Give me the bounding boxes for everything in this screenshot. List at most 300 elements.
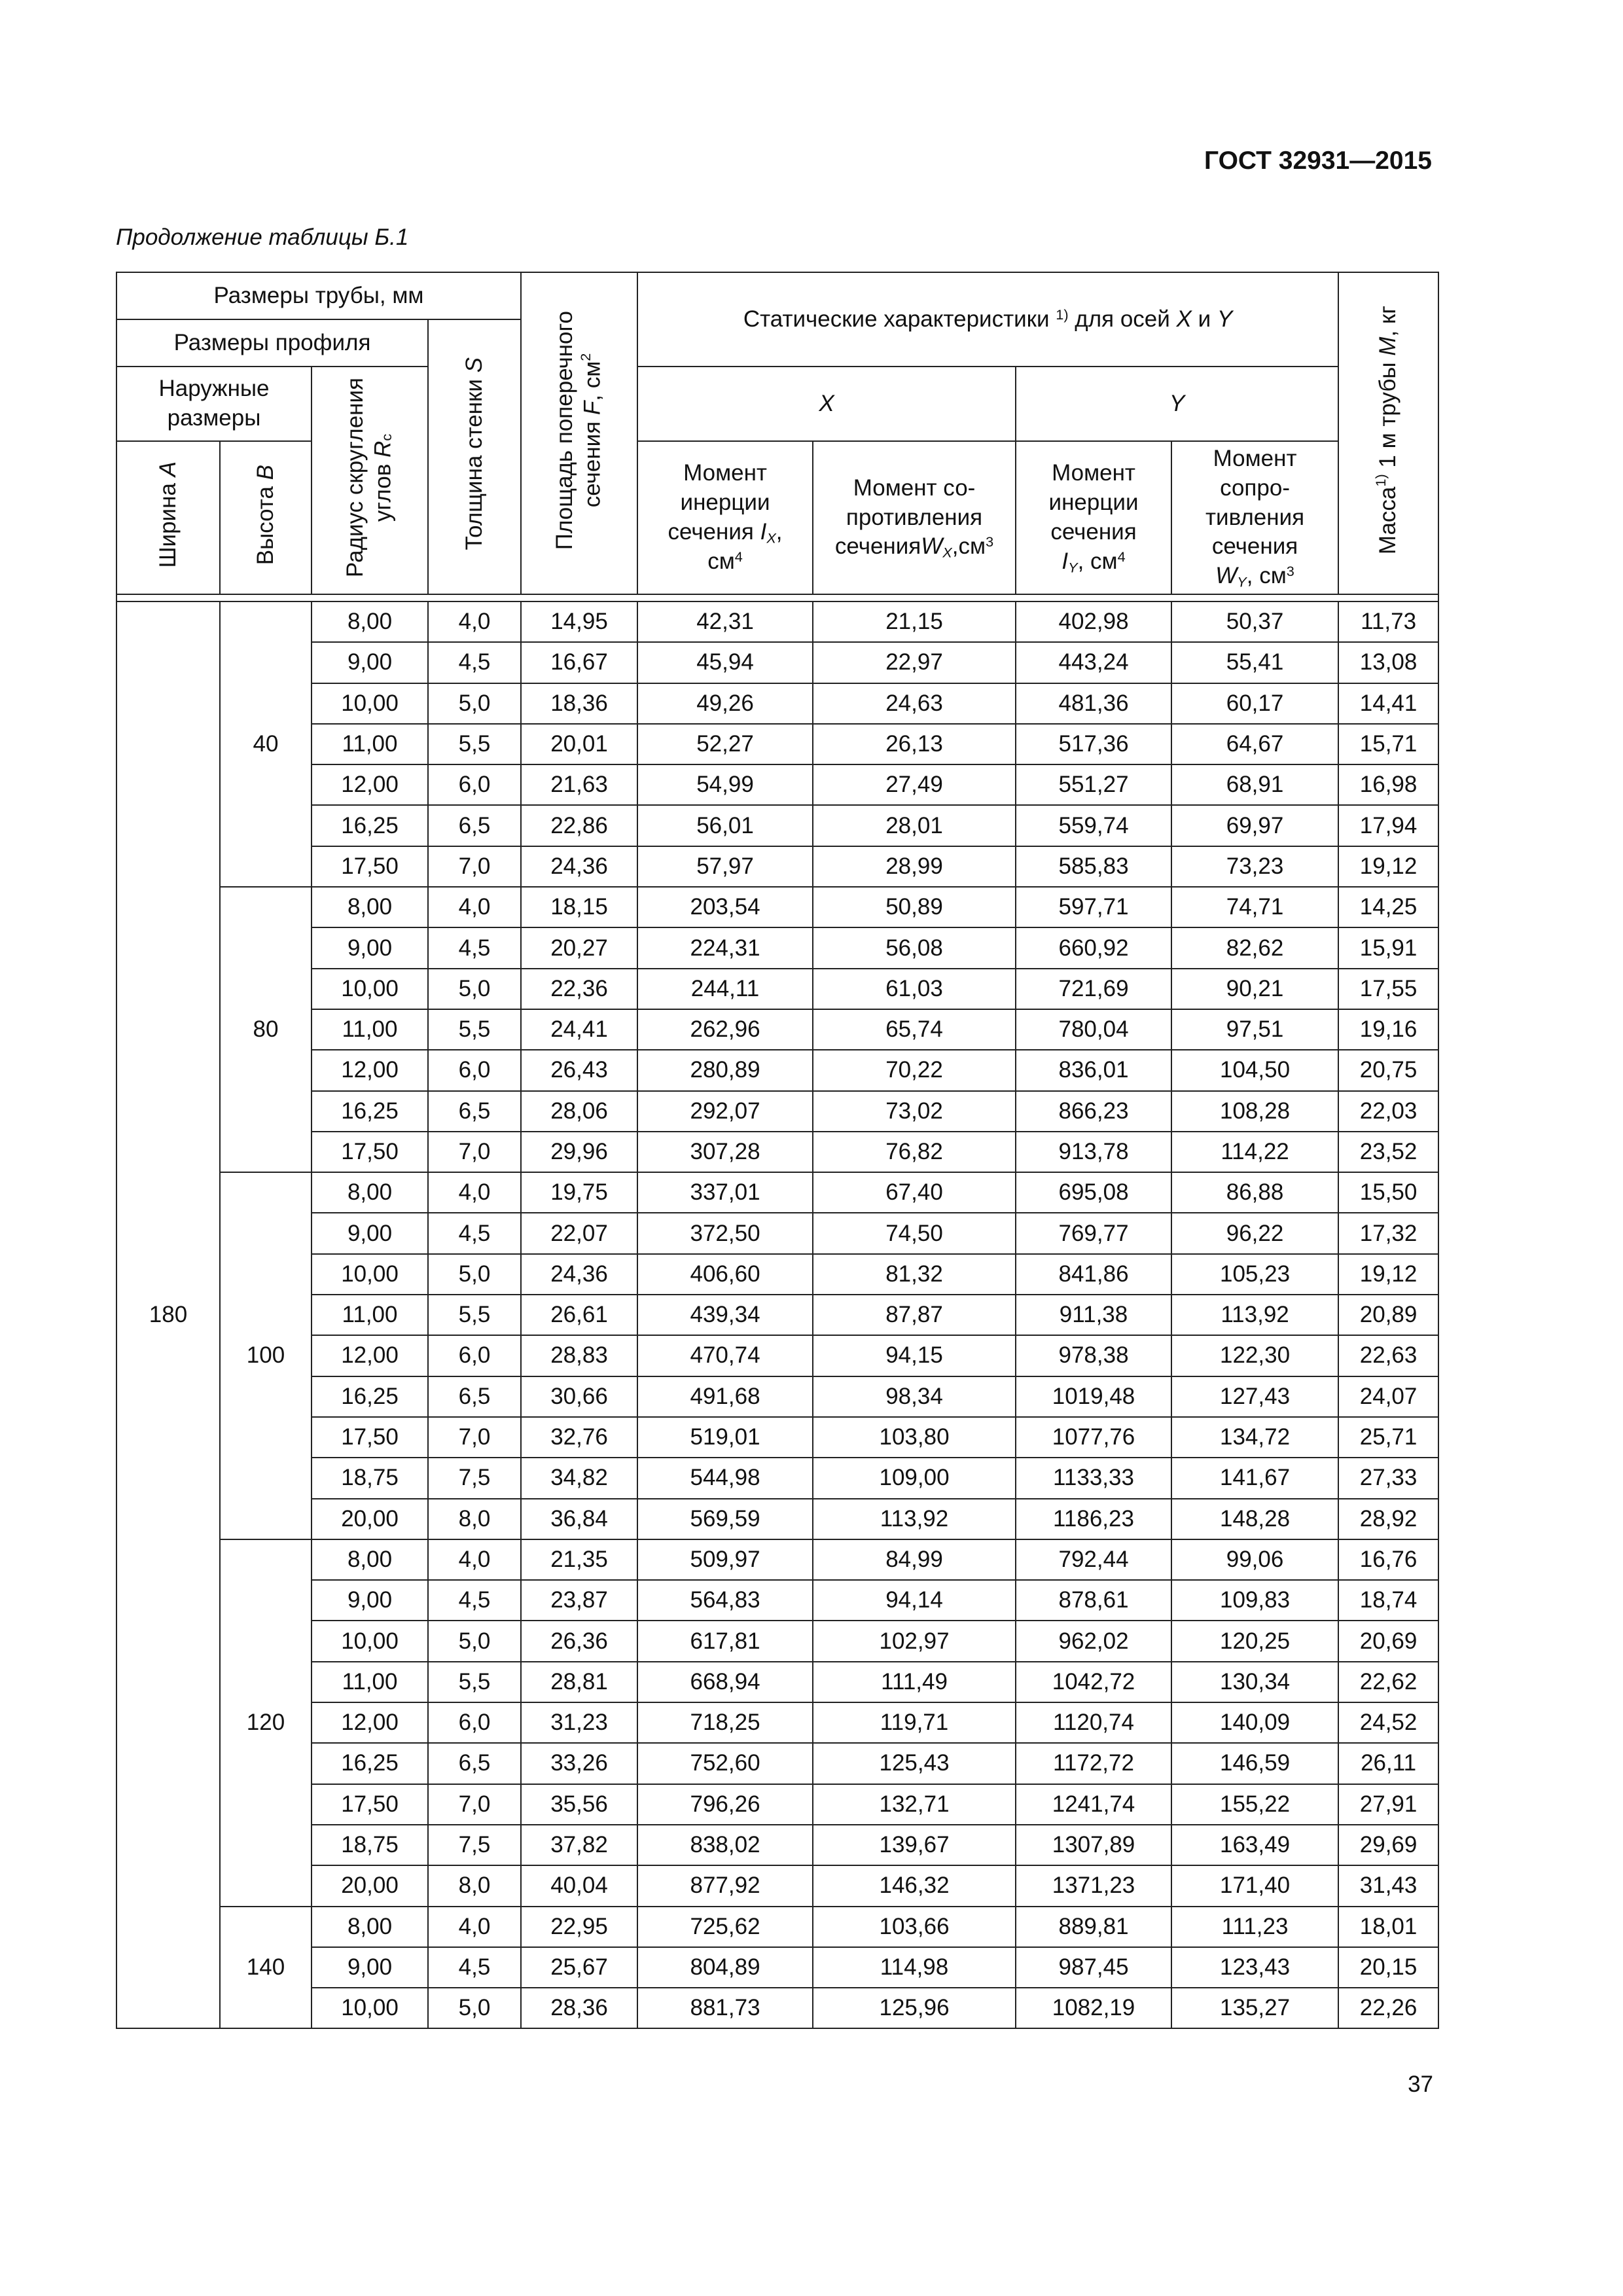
table-cell: 14,41: [1338, 683, 1438, 724]
table-cell: 8,00: [312, 601, 428, 642]
table-cell: 140,09: [1171, 1702, 1338, 1743]
header-axis-y: Y: [1016, 367, 1338, 441]
table-row: [116, 1947, 1438, 1988]
table-cell: 16,67: [521, 642, 637, 683]
table-cell: 544,98: [637, 1458, 813, 1498]
table-cell: 12,00: [312, 764, 428, 805]
table-row: [116, 1091, 1438, 1132]
table-cell: 9,00: [312, 927, 428, 968]
table-cell: 7,0: [428, 1417, 521, 1458]
table-cell: 4,5: [428, 1213, 521, 1253]
table-cell: 780,04: [1016, 1009, 1171, 1050]
table-cell: 113,92: [1171, 1295, 1338, 1335]
table-cell: 17,50: [312, 846, 428, 887]
header-separator: [116, 594, 1438, 601]
table-cell: 203,54: [637, 887, 813, 927]
table-cell: 86,88: [1171, 1172, 1338, 1213]
table-cell: 668,94: [637, 1662, 813, 1702]
table-cell: 73,02: [813, 1091, 1016, 1132]
table-cell: 141,67: [1171, 1458, 1338, 1498]
table-row: [116, 683, 1438, 724]
specification-table: [116, 272, 1439, 2029]
table-cell: 103,80: [813, 1417, 1016, 1458]
table-cell: 4,0: [428, 887, 521, 927]
table-cell: 5,5: [428, 1295, 521, 1335]
height-cell: 80: [220, 887, 312, 1172]
table-cell: 5,0: [428, 1988, 521, 2028]
table-cell: 406,60: [637, 1254, 813, 1295]
table-cell: 7,5: [428, 1825, 521, 1865]
table-cell: 519,01: [637, 1417, 813, 1458]
table-cell: 171,40: [1171, 1865, 1338, 1906]
table-cell: 17,50: [312, 1132, 428, 1172]
table-cell: 24,36: [521, 1254, 637, 1295]
table-cell: 125,96: [813, 1988, 1016, 2028]
table-cell: 70,22: [813, 1050, 1016, 1090]
table-cell: 23,87: [521, 1580, 637, 1621]
table-row: [116, 1132, 1438, 1172]
table-cell: 26,61: [521, 1295, 637, 1335]
table-cell: 7,0: [428, 1132, 521, 1172]
table-cell: 17,94: [1338, 805, 1438, 846]
table-row: [116, 969, 1438, 1009]
table-cell: 68,91: [1171, 764, 1338, 805]
table-cell: 28,99: [813, 846, 1016, 887]
table-cell: 104,50: [1171, 1050, 1338, 1090]
table-row: [116, 1050, 1438, 1090]
table-cell: 15,91: [1338, 927, 1438, 968]
table-cell: 19,16: [1338, 1009, 1438, 1050]
table-cell: 5,0: [428, 683, 521, 724]
table-cell: 22,97: [813, 642, 1016, 683]
table-cell: 11,00: [312, 1009, 428, 1050]
table-header: [116, 272, 1438, 601]
table-cell: 54,99: [637, 764, 813, 805]
table-cell: 718,25: [637, 1702, 813, 1743]
table-cell: 5,0: [428, 969, 521, 1009]
table-cell: 18,74: [1338, 1580, 1438, 1621]
table-cell: 49,26: [637, 683, 813, 724]
table-cell: 102,97: [813, 1621, 1016, 1661]
table-cell: 16,25: [312, 1743, 428, 1784]
table-cell: 881,73: [637, 1988, 813, 2028]
table-cell: 17,32: [1338, 1213, 1438, 1253]
table-cell: 8,0: [428, 1865, 521, 1906]
table-cell: 224,31: [637, 927, 813, 968]
table-cell: 10,00: [312, 1254, 428, 1295]
table-cell: 33,26: [521, 1743, 637, 1784]
table-cell: 564,83: [637, 1580, 813, 1621]
table-cell: 94,15: [813, 1335, 1016, 1376]
table-cell: 280,89: [637, 1050, 813, 1090]
table-cell: 8,0: [428, 1499, 521, 1539]
table-cell: 721,69: [1016, 969, 1171, 1009]
table-cell: 120,25: [1171, 1621, 1338, 1661]
table-cell: 1120,74: [1016, 1702, 1171, 1743]
table-cell: 585,83: [1016, 846, 1171, 887]
table-cell: 16,25: [312, 1376, 428, 1417]
table-row: [116, 1335, 1438, 1376]
table-cell: 9,00: [312, 642, 428, 683]
table-cell: 22,86: [521, 805, 637, 846]
table-cell: 307,28: [637, 1132, 813, 1172]
table-cell: 65,74: [813, 1009, 1016, 1050]
table-cell: 12,00: [312, 1335, 428, 1376]
table-cell: 337,01: [637, 1172, 813, 1213]
table-cell: 76,82: [813, 1132, 1016, 1172]
table-cell: 617,81: [637, 1621, 813, 1661]
table-cell: 29,69: [1338, 1825, 1438, 1865]
table-cell: 372,50: [637, 1213, 813, 1253]
table-cell: 491,68: [637, 1376, 813, 1417]
table-cell: 878,61: [1016, 1580, 1171, 1621]
table-row: [116, 1825, 1438, 1865]
table-cell: 14,25: [1338, 887, 1438, 927]
table-cell: 9,00: [312, 1213, 428, 1253]
table-cell: 443,24: [1016, 642, 1171, 683]
table-cell: 987,45: [1016, 1947, 1171, 1988]
header-axis-x: X: [637, 367, 1016, 441]
table-cell: 26,11: [1338, 1743, 1438, 1784]
table-cell: 20,00: [312, 1499, 428, 1539]
table-cell: 123,43: [1171, 1947, 1338, 1988]
table-row: [116, 1621, 1438, 1661]
table-cell: 695,08: [1016, 1172, 1171, 1213]
table-row: [116, 1458, 1438, 1498]
table-cell: 7,0: [428, 1784, 521, 1825]
table-cell: 21,35: [521, 1539, 637, 1580]
table-cell: 26,43: [521, 1050, 637, 1090]
table-cell: 20,00: [312, 1865, 428, 1906]
table-cell: 36,84: [521, 1499, 637, 1539]
table-cell: 61,03: [813, 969, 1016, 1009]
table-cell: 244,11: [637, 969, 813, 1009]
table-cell: 725,62: [637, 1907, 813, 1947]
table-row: [116, 601, 1438, 642]
table-cell: 97,51: [1171, 1009, 1338, 1050]
table-cell: 22,63: [1338, 1335, 1438, 1376]
table-row: [116, 805, 1438, 846]
table-row: [116, 1499, 1438, 1539]
table-cell: 8,00: [312, 1907, 428, 1947]
table-cell: 94,14: [813, 1580, 1016, 1621]
table-cell: 12,00: [312, 1702, 428, 1743]
table-cell: 10,00: [312, 683, 428, 724]
table-cell: 32,76: [521, 1417, 637, 1458]
table-cell: 660,92: [1016, 927, 1171, 968]
table-cell: 752,60: [637, 1743, 813, 1784]
table-cell: 57,97: [637, 846, 813, 887]
table-cell: 6,5: [428, 1376, 521, 1417]
table-row: [116, 846, 1438, 887]
table-cell: 146,32: [813, 1865, 1016, 1906]
header-ix: Момент инерции сечения $I_X$, $см^4$: [637, 441, 813, 594]
table-cell: 146,59: [1171, 1743, 1338, 1784]
table-cell: 6,5: [428, 805, 521, 846]
table-cell: 4,5: [428, 642, 521, 683]
table-cell: 9,00: [312, 1580, 428, 1621]
table-cell: 22,26: [1338, 1988, 1438, 2028]
header-iy: Момент инерции сечения $I_Y$, $см^4$: [1016, 441, 1171, 594]
table-cell: 163,49: [1171, 1825, 1338, 1865]
table-cell: 11,73: [1338, 601, 1438, 642]
table-cell: 559,74: [1016, 805, 1171, 846]
table-row: [116, 1743, 1438, 1784]
table-cell: 28,06: [521, 1091, 637, 1132]
table-cell: 25,71: [1338, 1417, 1438, 1458]
page-number: 37: [1408, 2072, 1433, 2097]
table-cell: 27,91: [1338, 1784, 1438, 1825]
table-cell: 4,5: [428, 1947, 521, 1988]
table-cell: 28,83: [521, 1335, 637, 1376]
table-cell: 111,23: [1171, 1907, 1338, 1947]
table-cell: 292,07: [637, 1091, 813, 1132]
table-cell: 17,50: [312, 1784, 428, 1825]
table-cell: 20,01: [521, 724, 637, 764]
table-cell: 18,36: [521, 683, 637, 724]
table-row: [116, 1784, 1438, 1825]
table-cell: 16,25: [312, 1091, 428, 1132]
table-cell: 7,0: [428, 846, 521, 887]
table-cell: 50,37: [1171, 601, 1338, 642]
table-cell: 113,92: [813, 1499, 1016, 1539]
table-cell: 8,00: [312, 1172, 428, 1213]
table-cell: 73,23: [1171, 846, 1338, 887]
table-cell: 20,69: [1338, 1621, 1438, 1661]
height-cell: 120: [220, 1539, 312, 1907]
table-cell: 10,00: [312, 1621, 428, 1661]
table-cell: 13,08: [1338, 642, 1438, 683]
table-row: [116, 1172, 1438, 1213]
table-cell: 5,0: [428, 1621, 521, 1661]
table-cell: 34,82: [521, 1458, 637, 1498]
table-cell: 838,02: [637, 1825, 813, 1865]
table-cell: 1186,23: [1016, 1499, 1171, 1539]
table-cell: 5,5: [428, 1662, 521, 1702]
table-cell: 4,0: [428, 1172, 521, 1213]
header-wx: Момент со- противления $сеченияW_X,см^3$: [813, 441, 1016, 594]
table-cell: 122,30: [1171, 1335, 1338, 1376]
table-cell: 22,95: [521, 1907, 637, 1947]
table-cell: 108,28: [1171, 1091, 1338, 1132]
table-cell: 20,27: [521, 927, 637, 968]
table-cell: 911,38: [1016, 1295, 1171, 1335]
table-cell: 7,5: [428, 1458, 521, 1498]
header-width-a: Ширина A: [116, 441, 220, 594]
table-cell: 11,00: [312, 1295, 428, 1335]
table-cell: 4,0: [428, 1907, 521, 1947]
table-cell: 866,23: [1016, 1091, 1171, 1132]
table-cell: 56,01: [637, 805, 813, 846]
table-cell: 56,08: [813, 927, 1016, 968]
header-profile-sizes: Размеры профиля: [116, 319, 428, 367]
table-cell: 4,0: [428, 1539, 521, 1580]
table-cell: 90,21: [1171, 969, 1338, 1009]
table-row: [116, 927, 1438, 968]
table-cell: 16,98: [1338, 764, 1438, 805]
table-row: [116, 724, 1438, 764]
table-cell: 4,5: [428, 1580, 521, 1621]
table-cell: 11,00: [312, 724, 428, 764]
table-cell: 24,41: [521, 1009, 637, 1050]
table-body: [116, 601, 1438, 2028]
table-cell: 15,71: [1338, 724, 1438, 764]
table-cell: 1133,33: [1016, 1458, 1171, 1498]
table-cell: 470,74: [637, 1335, 813, 1376]
table-cell: 109,00: [813, 1458, 1016, 1498]
header-area: Площадь поперечного сечения F, $см^2$: [521, 272, 637, 594]
table-cell: 52,27: [637, 724, 813, 764]
table-cell: 103,66: [813, 1907, 1016, 1947]
table-cell: 50,89: [813, 887, 1016, 927]
table-cell: 45,94: [637, 642, 813, 683]
table-cell: 139,67: [813, 1825, 1016, 1865]
table-cell: 1241,74: [1016, 1784, 1171, 1825]
table-cell: 134,72: [1171, 1417, 1338, 1458]
table-cell: 40,04: [521, 1865, 637, 1906]
table-cell: 6,5: [428, 1091, 521, 1132]
table-cell: 18,75: [312, 1825, 428, 1865]
table-cell: 96,22: [1171, 1213, 1338, 1253]
table-cell: 35,56: [521, 1784, 637, 1825]
table-cell: 1042,72: [1016, 1662, 1171, 1702]
table-row: [116, 1539, 1438, 1580]
table-cell: 105,23: [1171, 1254, 1338, 1295]
table-cell: 792,44: [1016, 1539, 1171, 1580]
table-cell: 597,71: [1016, 887, 1171, 927]
table-cell: 24,07: [1338, 1376, 1438, 1417]
table-row: [116, 887, 1438, 927]
table-cell: 28,01: [813, 805, 1016, 846]
table-cell: 262,96: [637, 1009, 813, 1050]
table-cell: 74,71: [1171, 887, 1338, 927]
table-cell: 22,03: [1338, 1091, 1438, 1132]
table-cell: 4,0: [428, 601, 521, 642]
table-row: [116, 1254, 1438, 1295]
table-cell: 29,96: [521, 1132, 637, 1172]
table-cell: 439,34: [637, 1295, 813, 1335]
table-cell: 551,27: [1016, 764, 1171, 805]
table-cell: 796,26: [637, 1784, 813, 1825]
table-row: [116, 1702, 1438, 1743]
header-static: Статические характеристики $^{1)}$ для осей X и Y: [637, 272, 1338, 367]
table-cell: 84,99: [813, 1539, 1016, 1580]
table-cell: 11,00: [312, 1662, 428, 1702]
header-outer-sizes: Наружные размеры: [116, 367, 312, 441]
table-cell: 155,22: [1171, 1784, 1338, 1825]
table-cell: 10,00: [312, 969, 428, 1009]
table-cell: 24,63: [813, 683, 1016, 724]
table-cell: 125,43: [813, 1743, 1016, 1784]
table-cell: 5,0: [428, 1254, 521, 1295]
table-cell: 37,82: [521, 1825, 637, 1865]
table-cell: 28,81: [521, 1662, 637, 1702]
width-cell: 180: [116, 601, 220, 2028]
table-cell: 30,66: [521, 1376, 637, 1417]
table-cell: 8,00: [312, 887, 428, 927]
table-cell: 1077,76: [1016, 1417, 1171, 1458]
table-cell: 31,43: [1338, 1865, 1438, 1906]
table-cell: 81,32: [813, 1254, 1016, 1295]
table-cell: 1082,19: [1016, 1988, 1171, 2028]
header-radius: Радиус скругления углов $R_c$: [312, 367, 428, 594]
table-cell: 18,15: [521, 887, 637, 927]
table-cell: 6,5: [428, 1743, 521, 1784]
table-cell: 99,06: [1171, 1539, 1338, 1580]
table-cell: 42,31: [637, 601, 813, 642]
table-cell: 804,89: [637, 1947, 813, 1988]
table-cell: 130,34: [1171, 1662, 1338, 1702]
table-cell: 18,01: [1338, 1907, 1438, 1947]
table-cell: 69,97: [1171, 805, 1338, 846]
table-row: [116, 642, 1438, 683]
table-cell: 481,36: [1016, 683, 1171, 724]
table-cell: 22,07: [521, 1213, 637, 1253]
table-cell: 20,75: [1338, 1050, 1438, 1090]
table-cell: 98,34: [813, 1376, 1016, 1417]
table-row: [116, 1417, 1438, 1458]
table-cell: 1371,23: [1016, 1865, 1171, 1906]
table-cell: 889,81: [1016, 1907, 1171, 1947]
table-cell: 8,00: [312, 1539, 428, 1580]
header-thickness: Толщина стенки S: [428, 319, 521, 594]
table-row: [116, 1907, 1438, 1947]
table-cell: 6,0: [428, 1702, 521, 1743]
table-row: [116, 1376, 1438, 1417]
height-cell: 40: [220, 601, 312, 887]
table-cell: 135,27: [1171, 1988, 1338, 2028]
table-cell: 10,00: [312, 1988, 428, 2028]
table-cell: 27,33: [1338, 1458, 1438, 1498]
table-cell: 978,38: [1016, 1335, 1171, 1376]
table-cell: 509,97: [637, 1539, 813, 1580]
header-height-b: Высота B: [220, 441, 312, 594]
height-cell: 140: [220, 1907, 312, 2029]
table-cell: 148,28: [1171, 1499, 1338, 1539]
table-row: [116, 1988, 1438, 2028]
table-cell: 962,02: [1016, 1621, 1171, 1661]
table-row: [116, 1213, 1438, 1253]
table-cell: 22,62: [1338, 1662, 1438, 1702]
table-cell: 24,36: [521, 846, 637, 887]
table-cell: 569,59: [637, 1499, 813, 1539]
table-cell: 31,23: [521, 1702, 637, 1743]
table-cell: 17,55: [1338, 969, 1438, 1009]
table-cell: 877,92: [637, 1865, 813, 1906]
table-cell: 14,95: [521, 601, 637, 642]
table-cell: 119,71: [813, 1702, 1016, 1743]
table-cell: 114,22: [1171, 1132, 1338, 1172]
table-cell: 82,62: [1171, 927, 1338, 968]
table-row: [116, 1865, 1438, 1906]
table-cell: 25,67: [521, 1947, 637, 1988]
table-cell: 4,5: [428, 927, 521, 968]
table-cell: 5,5: [428, 1009, 521, 1050]
table-cell: 19,12: [1338, 846, 1438, 887]
table-cell: 132,71: [813, 1784, 1016, 1825]
table-cell: 20,15: [1338, 1947, 1438, 1988]
table-cell: 67,40: [813, 1172, 1016, 1213]
table-cell: 87,87: [813, 1295, 1016, 1335]
table-cell: 16,25: [312, 805, 428, 846]
table-cell: 22,36: [521, 969, 637, 1009]
table-cell: 517,36: [1016, 724, 1171, 764]
table-cell: 24,52: [1338, 1702, 1438, 1743]
header-pipe-sizes: Размеры трубы, мм: [116, 272, 521, 319]
table-cell: 12,00: [312, 1050, 428, 1090]
table-row: [116, 1580, 1438, 1621]
table-cell: 26,13: [813, 724, 1016, 764]
